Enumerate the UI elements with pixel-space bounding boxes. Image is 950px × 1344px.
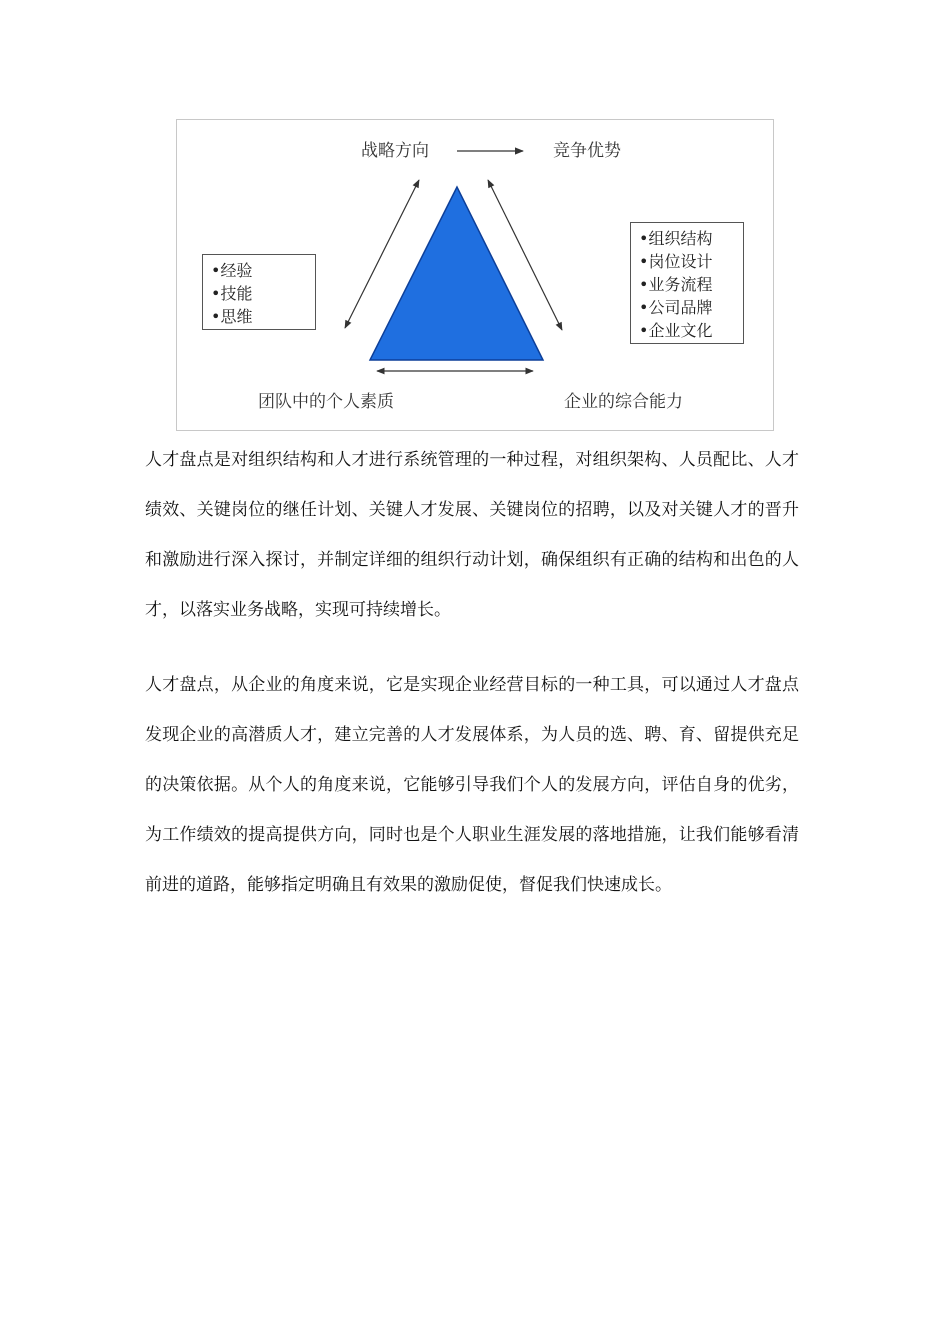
paragraph-talent-review-perspectives: 人才盘点，从企业的角度来说，它是实现企业经营目标的一种工具，可以通过人才盘点发现企业的高潜质人才，建立完善的人才发展体系，为人员的选、聘、育、留提供充足的决策依据。从个人的角度来说，它能够引导我们个人的发展方向，评估自身的优劣，为工作绩效的提高提供方向，同时也是个人职业生涯发展的落地措施，让我们能够看清前进的道路，能够指定明确且有效果的激励促使，督促我们快速成长。 <box>145 675 799 895</box>
box-item: •经验 <box>211 261 253 280</box>
box-item: •组织结构 <box>639 229 713 248</box>
box-item: •业务流程 <box>639 275 713 294</box>
box-item: •岗位设计 <box>639 252 713 271</box>
paragraph-talent-review-definition: 人才盘点是对组织结构和人才进行系统管理的一种过程，对组织架构、人员配比、人才绩效、关键岗位的继任计划、关键人才发展、关键岗位的招聘，以及对关键人才的晋升和激励进行深入探讨，并制定详细的组织行动计划，确保组织有正确的结构和出色的人才，以落实业务战略，实现可持续增长。 <box>145 450 799 620</box>
strategy-triangle-diagram <box>176 119 774 431</box>
box-item: •公司品牌 <box>639 298 713 317</box>
enterprise-capabilities-box <box>630 222 744 344</box>
label-enterprise-capability: 企业的综合能力 <box>564 392 683 412</box>
label-strategy-direction: 战略方向 <box>361 141 429 161</box>
label-competitive-advantage: 竞争优势 <box>553 141 621 161</box>
box-item: •思维 <box>211 307 253 326</box>
individual-qualities-box <box>202 254 316 330</box>
box-item: •企业文化 <box>639 321 713 340</box>
box-item: •技能 <box>211 284 253 303</box>
label-team-individual-quality: 团队中的个人素质 <box>258 392 394 412</box>
triangle-shape <box>370 187 543 360</box>
